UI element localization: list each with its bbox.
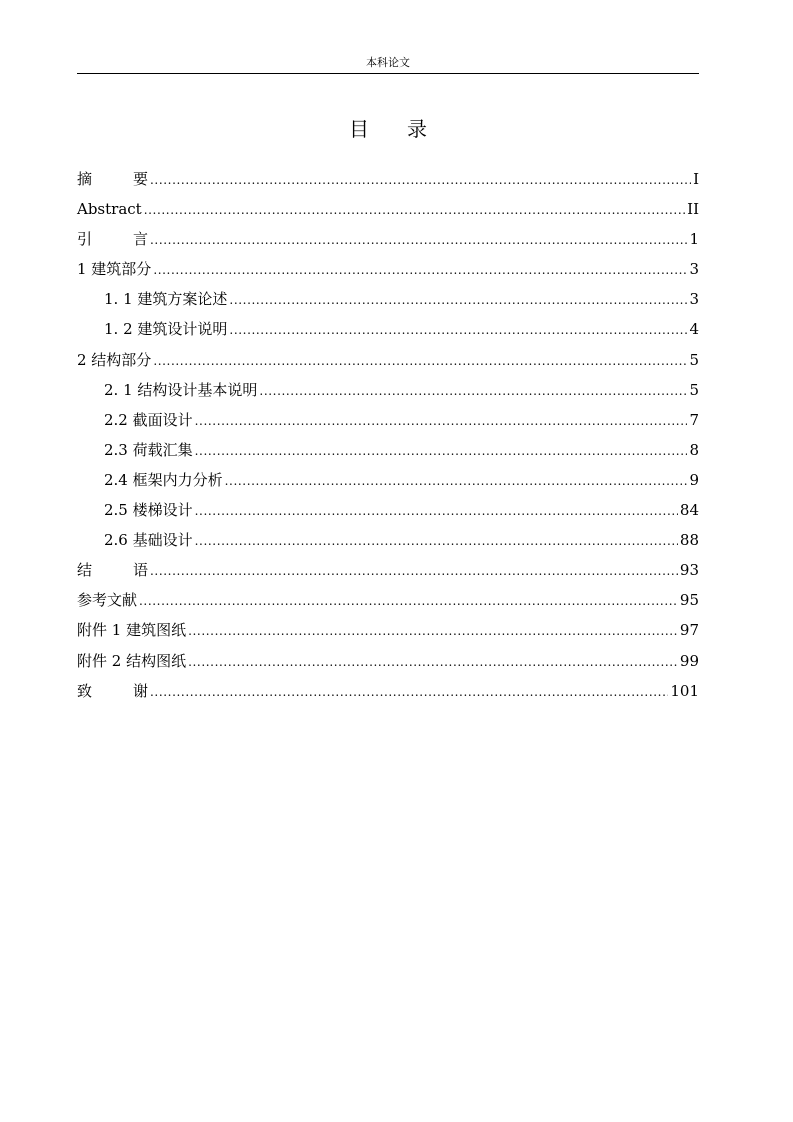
toc-leader-dots <box>225 470 688 492</box>
toc-page-number: 9 <box>689 470 699 489</box>
toc-leader-dots <box>139 590 678 612</box>
toc-leader-dots <box>153 259 687 281</box>
toc-page-number: 97 <box>679 621 699 640</box>
toc-entry-architecture-scheme[interactable] <box>77 288 699 318</box>
toc-entry-acknowledgements[interactable] <box>77 680 699 710</box>
toc-leader-dots <box>195 440 688 462</box>
toc-page-number: 88 <box>679 531 699 550</box>
toc-leader-dots <box>150 681 668 703</box>
toc-entry-label: 结 语 <box>77 561 149 580</box>
toc-entry-label: 2.6 基础设计 <box>104 531 193 550</box>
toc-leader-dots <box>188 620 678 642</box>
toc-leader-dots <box>195 530 678 552</box>
toc-entry-foundation-design[interactable] <box>77 529 699 559</box>
toc-leader-dots <box>195 500 678 522</box>
toc-entry-load-collection[interactable] <box>77 439 699 469</box>
toc-page-number: II <box>687 200 699 219</box>
toc-leader-dots <box>188 651 678 673</box>
toc-entry-label: 1. 2 建筑设计说明 <box>104 320 228 339</box>
toc-entry-label: 引 言 <box>77 230 149 249</box>
toc-entry-section-design[interactable] <box>77 409 699 439</box>
toc-leader-dots <box>229 319 687 341</box>
toc-entry-abstract-en[interactable] <box>77 198 699 228</box>
toc-entry-label: 1. 1 建筑方案论述 <box>104 290 228 309</box>
toc-entry-abstract-cn[interactable] <box>77 168 699 198</box>
toc-entry-label: 致 谢 <box>77 681 149 700</box>
toc-page-number: 93 <box>679 561 699 580</box>
toc-entry-label: 参考文献 <box>77 591 138 610</box>
toc-page-number: 5 <box>689 350 699 369</box>
toc-page-number: 3 <box>689 260 699 279</box>
toc-entry-label: 2.3 荷载汇集 <box>104 440 193 459</box>
toc-entry-label: 2 结构部分 <box>77 350 152 369</box>
toc-leader-dots <box>259 380 687 402</box>
toc-page-number: 99 <box>679 651 699 670</box>
toc-entry-stair-design[interactable] <box>77 499 699 529</box>
toc-page-number: 95 <box>679 591 699 610</box>
toc-leader-dots <box>150 229 687 251</box>
toc-page-number: 1 <box>689 230 699 249</box>
toc-leader-dots <box>153 350 687 372</box>
table-of-contents <box>77 168 699 710</box>
toc-page-number: I <box>693 170 699 188</box>
toc-entry-label: 2. 1 结构设计基本说明 <box>104 380 258 399</box>
header-rule <box>77 73 699 74</box>
toc-leader-dots <box>195 410 688 432</box>
toc-page-number: 101 <box>670 681 699 700</box>
toc-page-number: 5 <box>689 380 699 399</box>
toc-entry-frame-analysis[interactable] <box>77 469 699 499</box>
toc-entry-architecture[interactable] <box>77 258 699 288</box>
toc-leader-dots <box>150 169 691 191</box>
toc-entry-appendix-1[interactable] <box>77 619 699 649</box>
toc-entry-architecture-design[interactable] <box>77 318 699 348</box>
toc-entry-introduction[interactable] <box>77 228 699 258</box>
toc-entry-label: 附件 1 建筑图纸 <box>77 621 187 640</box>
toc-entry-label: 2.5 楼梯设计 <box>104 501 193 520</box>
toc-entry-appendix-2[interactable] <box>77 650 699 680</box>
toc-page-number: 8 <box>689 440 699 459</box>
toc-title: 目录 <box>349 117 465 141</box>
toc-page-number: 7 <box>689 410 699 429</box>
toc-entry-structure[interactable] <box>77 349 699 379</box>
toc-page-number: 84 <box>679 501 699 520</box>
toc-leader-dots <box>144 199 685 221</box>
toc-entry-label: 摘 要 <box>77 170 149 188</box>
toc-entry-label: Abstract <box>77 200 142 219</box>
toc-leader-dots <box>229 289 687 311</box>
toc-entry-label: 2.2 截面设计 <box>104 410 193 429</box>
toc-entry-label: 2.4 框架内力分析 <box>104 470 223 489</box>
toc-entry-label: 1 建筑部分 <box>77 260 152 279</box>
toc-leader-dots <box>150 560 678 582</box>
toc-entry-label: 附件 2 结构图纸 <box>77 651 187 670</box>
toc-entry-structure-basics[interactable] <box>77 379 699 409</box>
toc-page-number: 4 <box>689 320 699 339</box>
toc-entry-references[interactable] <box>77 589 699 619</box>
toc-page-number: 3 <box>689 290 699 309</box>
running-header: 本科论文 <box>366 56 410 69</box>
toc-entry-conclusion[interactable] <box>77 559 699 589</box>
